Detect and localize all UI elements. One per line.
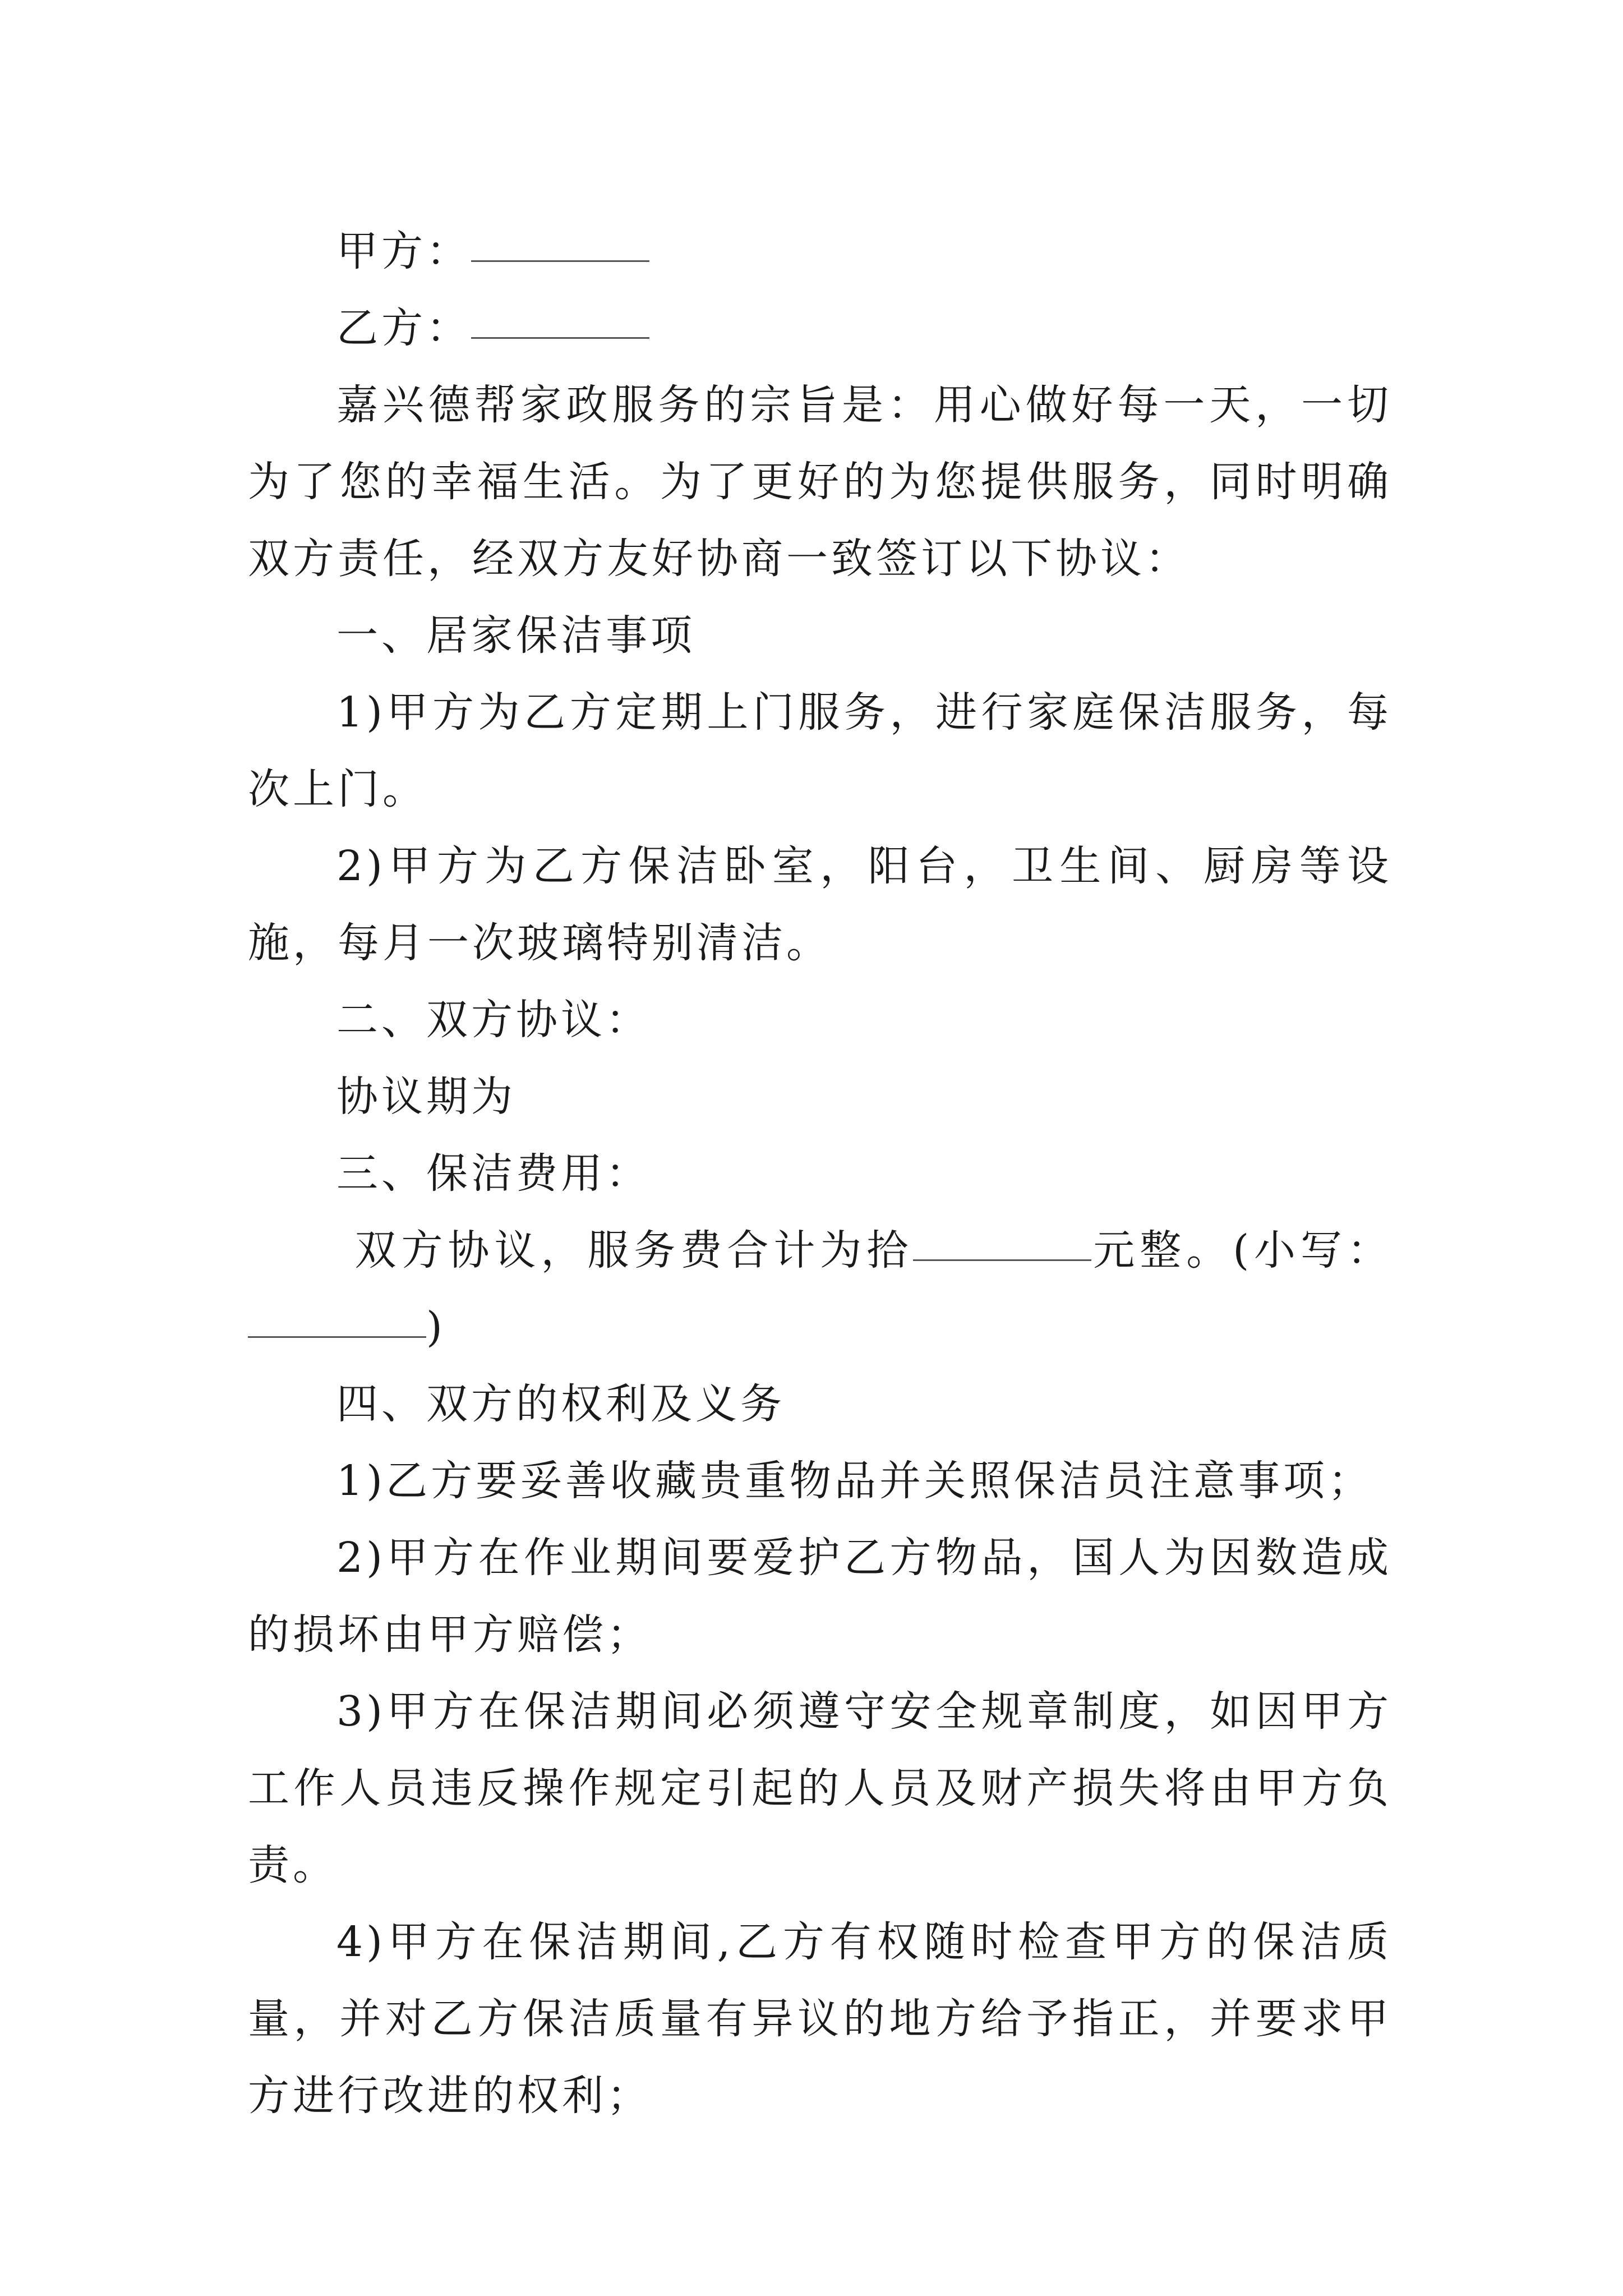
section4-item2: 2)甲方在作业期间要爱护乙方物品，国人为因数造成的损坏由甲方赔偿； <box>248 1534 1392 1659</box>
agreement-body <box>248 213 1392 2134</box>
party-b-label: 乙方： <box>336 304 471 352</box>
fee-prefix: 双方协议，服务费合计为拾 <box>336 1226 914 1274</box>
fee-suffix: ) <box>426 1303 446 1351</box>
fee-lowercase-blank <box>248 1336 426 1338</box>
party-a-blank <box>471 260 649 262</box>
party-b-line <box>248 290 1392 367</box>
section3-heading: 三、保洁费用： <box>336 1149 651 1198</box>
party-a-line <box>248 213 1392 290</box>
fee-paragraph <box>248 1212 1392 1366</box>
section2-heading: 二、双方协议： <box>336 996 651 1044</box>
intro-paragraph: 嘉兴德帮家政服务的宗旨是：用心做好每一天，一切为了您的幸福生活。为了更好的为您提供服务，同时明确双方责任，经双方友好协商一致签订以下协议： <box>248 381 1392 583</box>
section1-heading: 一、居家保洁事项 <box>336 611 695 660</box>
section4-heading: 四、双方的权利及义务 <box>336 1380 785 1428</box>
section4-item1: 1)乙方要妥善收藏贵重物品并关照保洁员注意事项； <box>336 1457 1373 1505</box>
section4-item4: 4)甲方在保洁期间,乙方有权随时检查甲方的保洁质量，并对乙方保洁质量有异议的地方给予指正，并要求甲方进行改进的权利； <box>248 1918 1392 2120</box>
fee-amount-blank <box>913 1259 1091 1261</box>
party-b-blank <box>471 337 649 339</box>
section1-item1: 1)甲方为乙方定期上门服务，进行家庭保洁服务，每次上门。 <box>248 688 1392 813</box>
fee-mid: 元整。(小写： <box>1091 1226 1393 1274</box>
section2-text: 协议期为 <box>336 1073 516 1121</box>
section4-item3: 3)甲方在保洁期间必须遵守安全规章制度，如因甲方工作人员违反操作规定引起的人员及财产损失将由甲方负责。 <box>248 1687 1392 1889</box>
party-a-label: 甲方： <box>336 227 471 275</box>
section1-item2: 2)甲方为乙方保洁卧室，阳台，卫生间、厨房等设施，每月一次玻璃特别清洁。 <box>248 842 1392 967</box>
